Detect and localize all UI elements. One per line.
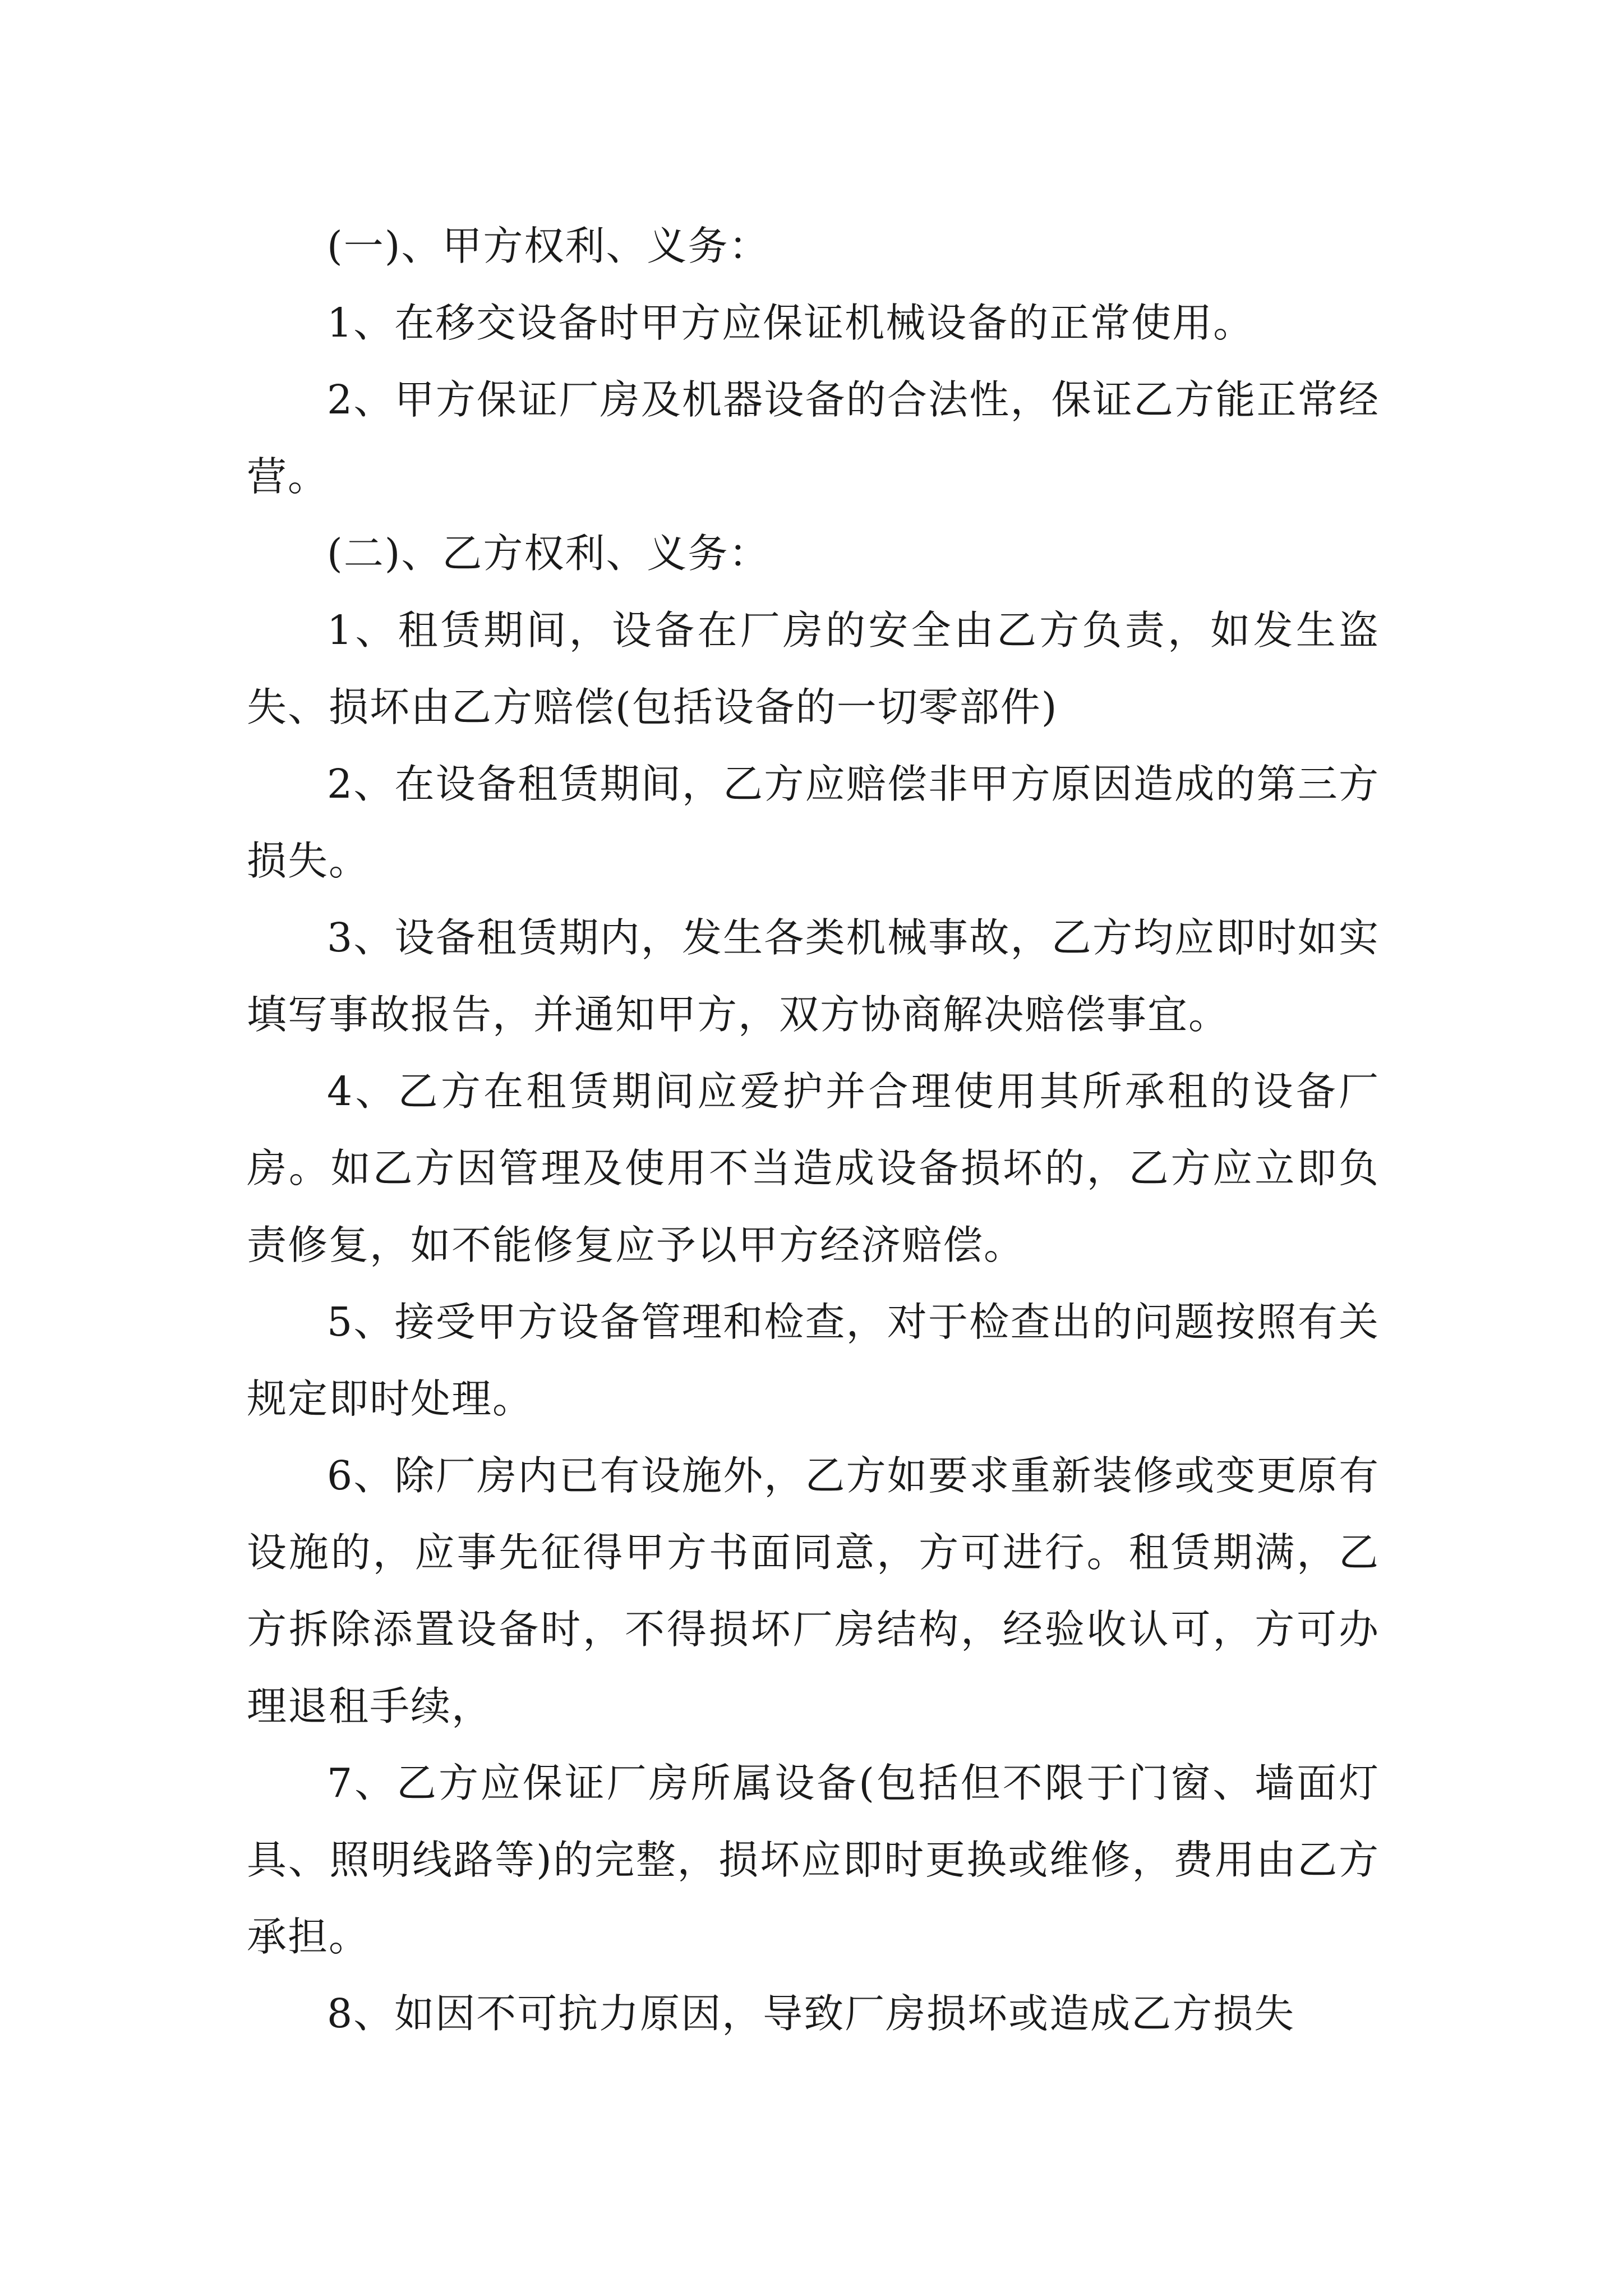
clause-b-1: 1、租赁期间，设备在厂房的安全由乙方负责，如发生盗失、损坏由乙方赔偿(包括设备的一切零部件) xyxy=(247,607,1380,730)
clause-b-6: 6、除厂房内已有设施外，乙方如要求重新装修或变更原有设施的，应事先征得甲方书面同意，方可进行。租赁期满，乙方拆除添置设备时，不得损坏厂房结构，经验收认可，方可办理退租手续， xyxy=(247,1452,1380,1729)
clause-b-2: 2、在设备租赁期间，乙方应赔偿非甲方原因造成的第三方损失。 xyxy=(247,761,1380,884)
clause-b-4: 4、乙方在租赁期间应爱护并合理使用其所承租的设备厂房。如乙方因管理及使用不当造成设备损坏的，乙方应立即负责修复，如不能修复应予以甲方经济赔偿。 xyxy=(247,1068,1380,1268)
section-heading-party-b: (二)、乙方权利、义务： xyxy=(327,530,770,577)
clause-b-5: 5、接受甲方设备管理和检查，对于检查出的问题按照有关规定即时处理。 xyxy=(247,1299,1380,1422)
clause-b-7: 7、乙方应保证厂房所属设备(包括但不限于门窗、墙面灯具、照明线路等)的完整，损坏应即时更换或维修，费用由乙方承担。 xyxy=(247,1760,1380,1960)
clause-a-2: 2、甲方保证厂房及机器设备的合法性，保证乙方能正常经营。 xyxy=(247,376,1380,500)
section-heading-party-a: (一)、甲方权利、义务： xyxy=(327,223,770,269)
clause-b-3: 3、设备租赁期内，发生各类机械事故，乙方均应即时如实填写事故报告，并通知甲方，双方协商解决赔偿事宜。 xyxy=(247,914,1380,1038)
clause-b-8: 8、如因不可抗力原因，导致厂房损坏或造成乙方损失 xyxy=(327,1990,1295,2037)
clause-a-1: 1、在移交设备时甲方应保证机械设备的正常使用。 xyxy=(327,300,1255,346)
document-body xyxy=(247,208,1380,2052)
